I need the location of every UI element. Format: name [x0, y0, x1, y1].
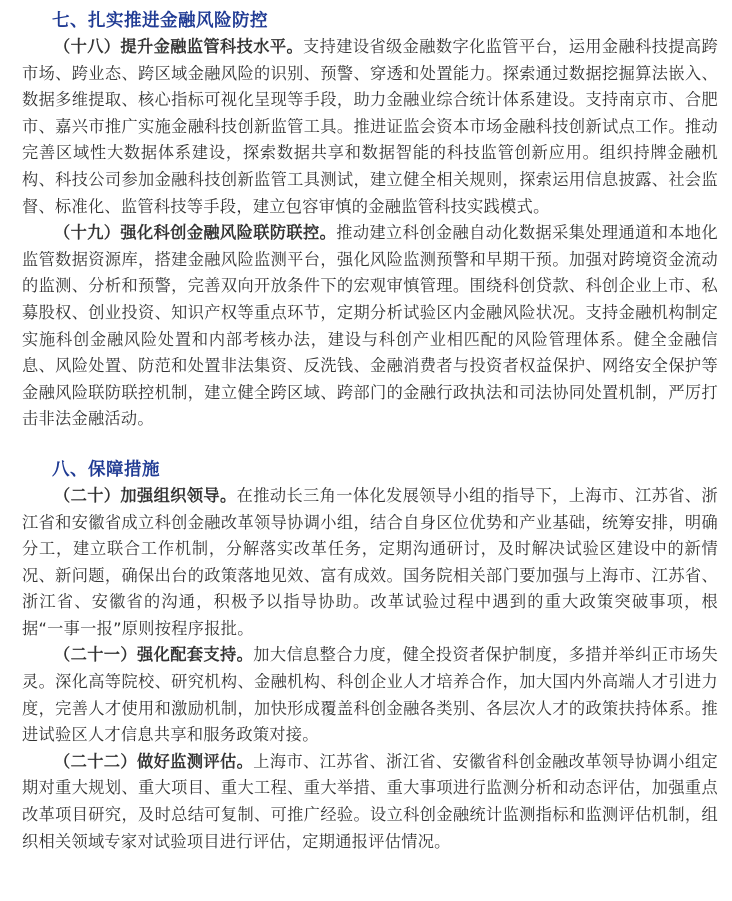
- paragraph-21: [22, 642, 718, 748]
- paragraph-22: [22, 749, 718, 855]
- paragraph-18-body: 支持建设省级金融数字化监管平台，运用金融科技提高跨市场、跨业态、跨区域金融风险的识别、预警、穿透和处置能力。探索通过数据挖掘算法嵌入、数据多维提取、核心指标可视化呈现等手段，助力金融业综合统计体系建设。支持南京市、合肥市、嘉兴市推广实施金融科技创新监管工具。推进证监会资本市场金融科技创新试点工作。推动完善区域性大数据体系建设，探索数据共享和数据智能的科技监管创新应用。组织持牌金融机构、科技公司参加金融科技创新监管工具测试，建立健全相关规则，探索运用信息披露、社会监督、标准化、监管科技等手段，建立包容审慎的金融监管科技实践模式。: [22, 37, 719, 216]
- paragraph-22-lead: （二十二）做好监测评估。: [54, 751, 254, 771]
- paragraph-22-body: 上海市、江苏省、浙江省、安徽省科创金融改革领导协调小组定期对重大规划、重大项目、重大工程、重大举措、重大事项进行监测分析和动态评估，加强重点改革项目研究，及时总结可复制、可推广经验。设立科创金融统计监测指标和监测评估机制，组织相关领域专家对试验项目进行评估，定期通报评估情况。: [22, 751, 718, 851]
- paragraph-20: [22, 483, 718, 643]
- paragraph-19-body: 推动建立科创金融自动化数据采集处理通道和本地化监管数据资源库，搭建金融风险监测平台，强化风险监测预警和早期干预。加强对跨境资金流动的监测、分析和预警，完善双向开放条件下的宏观审慎管理。围绕科创贷款、科创企业上市、私募股权、创业投资、知识产权等重点环节，定期分析试验区内金融风险状况。支持金融机构制定实施科创金融风险处置和内部考核办法，建设与科创产业相匹配的风险管理体系。健全金融信息、风险处置、防范和处置非法集资、反洗钱、金融消费者与投资者权益保护、网络安全保护等金融风险联防联控机制，建立健全跨区域、跨部门的金融行政执法和司法协同处置机制，严厉打击非法金融活动。: [22, 223, 718, 429]
- paragraph-18: [22, 34, 718, 220]
- paragraph-21-body: 加大信息整合力度，健全投资者保护制度，多措并举纠正市场失灵。深化高等院校、研究机构、金融机构、科创企业人才培养合作，加大国内外高端人才引进力度，完善人才使用和激励机制，加快形成覆盖科创金融各类别、各层次人才的政策扶持体系。推进试验区人才信息共享和服务政策对接。: [22, 645, 718, 745]
- paragraph-21-lead: （二十一）强化配套支持。: [54, 645, 254, 665]
- paragraph-18-lead: （十八）提升金融监管科技水平。: [54, 37, 304, 56]
- paragraph-20-body: 在推动长三角一体化发展领导小组的指导下，上海市、江苏省、浙江省和安徽省成立科创金融改革领导协调小组，结合自身区位优势和产业基础，统筹安排，明确分工，建立联合工作机制，分解落实改革任务，定期沟通研讨，及时解决试验区建设中的新情况、新问题，确保出台的政策落地见效、富有成效。国务院相关部门要加强与上海市、江苏省、浙江省、安徽省的沟通，积极予以指导协助。改革试验过程中遇到的重大政策突破事项，根据“一事一报”原则按程序报批。: [22, 485, 718, 638]
- section-8-heading: 八、保障措施: [52, 459, 160, 480]
- section-7-heading: 七、扎实推进金融风险防控: [52, 11, 268, 31]
- paragraph-20-lead: （二十）加强组织领导。: [54, 485, 237, 505]
- paragraph-19-lead: （十九）强化科创金融风险联防联控。: [54, 223, 337, 243]
- paragraph-19: [22, 220, 718, 433]
- section-spacer: [22, 433, 718, 457]
